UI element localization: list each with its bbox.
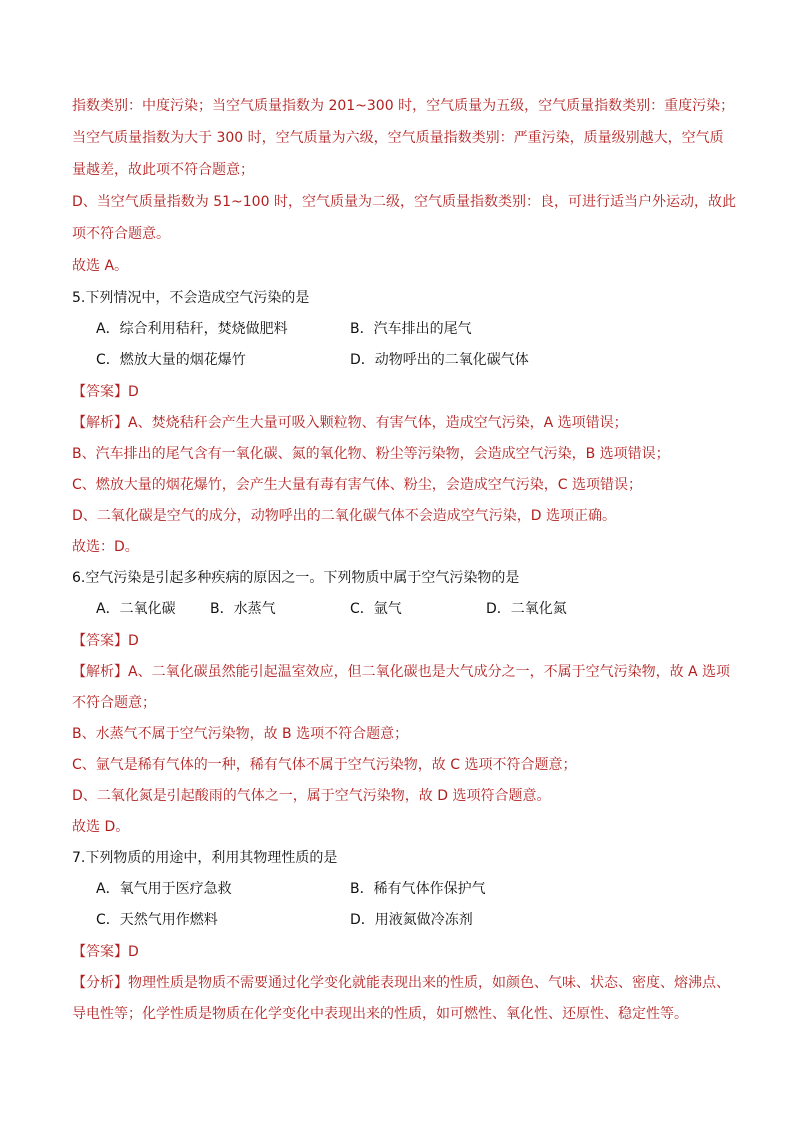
q7-analysis-line: 【分析】物理性质是物质不需要通过化学变化就能表现出来的性质，如颜色、气味、状态、密度、熔沸点、 <box>72 975 730 991</box>
conclusion-line: 故选 A。 <box>72 258 129 274</box>
q5-analysis-line: D、二氧化碳是空气的成分，动物呼出的二氧化碳气体不会造成空气污染，D 选项正确。 <box>72 508 617 524</box>
q5-option-d: D．动物呼出的二氧化碳气体 <box>350 352 529 368</box>
q6-answer: 【答案】D <box>72 633 139 649</box>
question-7-stem: 7.下列物质的用途中，利用其物理性质的是 <box>72 850 338 866</box>
q7-option-b: B．稀有气体作保护气 <box>350 881 486 897</box>
q7-option-c: C．天然气用作燃料 <box>96 912 218 928</box>
q5-analysis-line: C、燃放大量的烟花爆竹，会产生大量有毒有害气体、粉尘，会造成空气污染，C 选项错误； <box>72 477 642 493</box>
analysis-line: 量越差，故此项不符合题意； <box>72 162 254 178</box>
q6-analysis-line: D、二氧化氮是引起酸雨的气体之一，属于空气污染物，故 D 选项符合题意。 <box>72 788 551 804</box>
q5-analysis-line: 【解析】A、焚烧秸秆会产生大量可吸入颗粒物、有害气体，造成空气污染，A 选项错误； <box>72 415 628 431</box>
q5-option-a: A．综合利用秸秆，焚烧做肥料 <box>96 321 288 337</box>
q7-analysis-line: 导电性等；化学性质是物质在化学变化中表现出来的性质，如可燃性、氧化性、还原性、稳定性等。 <box>72 1006 688 1022</box>
question-5-stem: 5.下列情况中，不会造成空气污染的是 <box>72 290 310 306</box>
q6-option-c: C．氩气 <box>350 601 402 617</box>
q6-option-d: D．二氧化氮 <box>486 601 567 617</box>
analysis-line: 当空气质量指数为大于 300 时，空气质量为六级，空气质量指数类别：严重污染，质量级别越大，空气质 <box>72 130 724 146</box>
question-6-stem: 6.空气污染是引起多种疾病的原因之一。下列物质中属于空气污染物的是 <box>72 570 520 586</box>
q5-conclusion: 故选：D。 <box>72 539 139 555</box>
q7-option-a: A．氧气用于医疗急救 <box>96 881 232 897</box>
q7-option-d: D．用液氮做冷冻剂 <box>350 912 473 928</box>
q6-option-b: B．水蒸气 <box>210 601 276 617</box>
q7-answer: 【答案】D <box>72 944 139 960</box>
q6-conclusion: 故选 D。 <box>72 819 130 835</box>
q6-analysis-line: 【解析】A、二氧化碳虽然能引起温室效应，但二氧化碳也是大气成分之一，不属于空气污染物，故 A 选项 <box>72 664 731 680</box>
q6-analysis-line: C、氩气是稀有气体的一种，稀有气体不属于空气污染物，故 C 选项不符合题意； <box>72 757 577 773</box>
q6-analysis-line: 不符合题意； <box>72 695 156 711</box>
q5-analysis-line: B、汽车排出的尾气含有一氧化碳、氮的氧化物、粉尘等污染物，会造成空气污染，B 选项错误； <box>72 446 670 462</box>
q5-answer: 【答案】D <box>72 384 139 400</box>
q5-option-c: C．燃放大量的烟花爆竹 <box>96 352 246 368</box>
analysis-line: D、当空气质量指数为 51~100 时，空气质量为二级，空气质量指数类别：良，可进行适当户外运动，故此 <box>72 194 736 210</box>
q5-option-b: B．汽车排出的尾气 <box>350 321 472 337</box>
q6-option-a: A．二氧化碳 <box>96 601 176 617</box>
analysis-line: 指数类别：中度污染；当空气质量指数为 201~300 时，空气质量为五级，空气质量指数类别：重度污染； <box>72 98 735 114</box>
analysis-line: 项不符合题意。 <box>72 226 170 242</box>
q6-analysis-line: B、水蒸气不属于空气污染物，故 B 选项不符合题意； <box>72 726 409 742</box>
